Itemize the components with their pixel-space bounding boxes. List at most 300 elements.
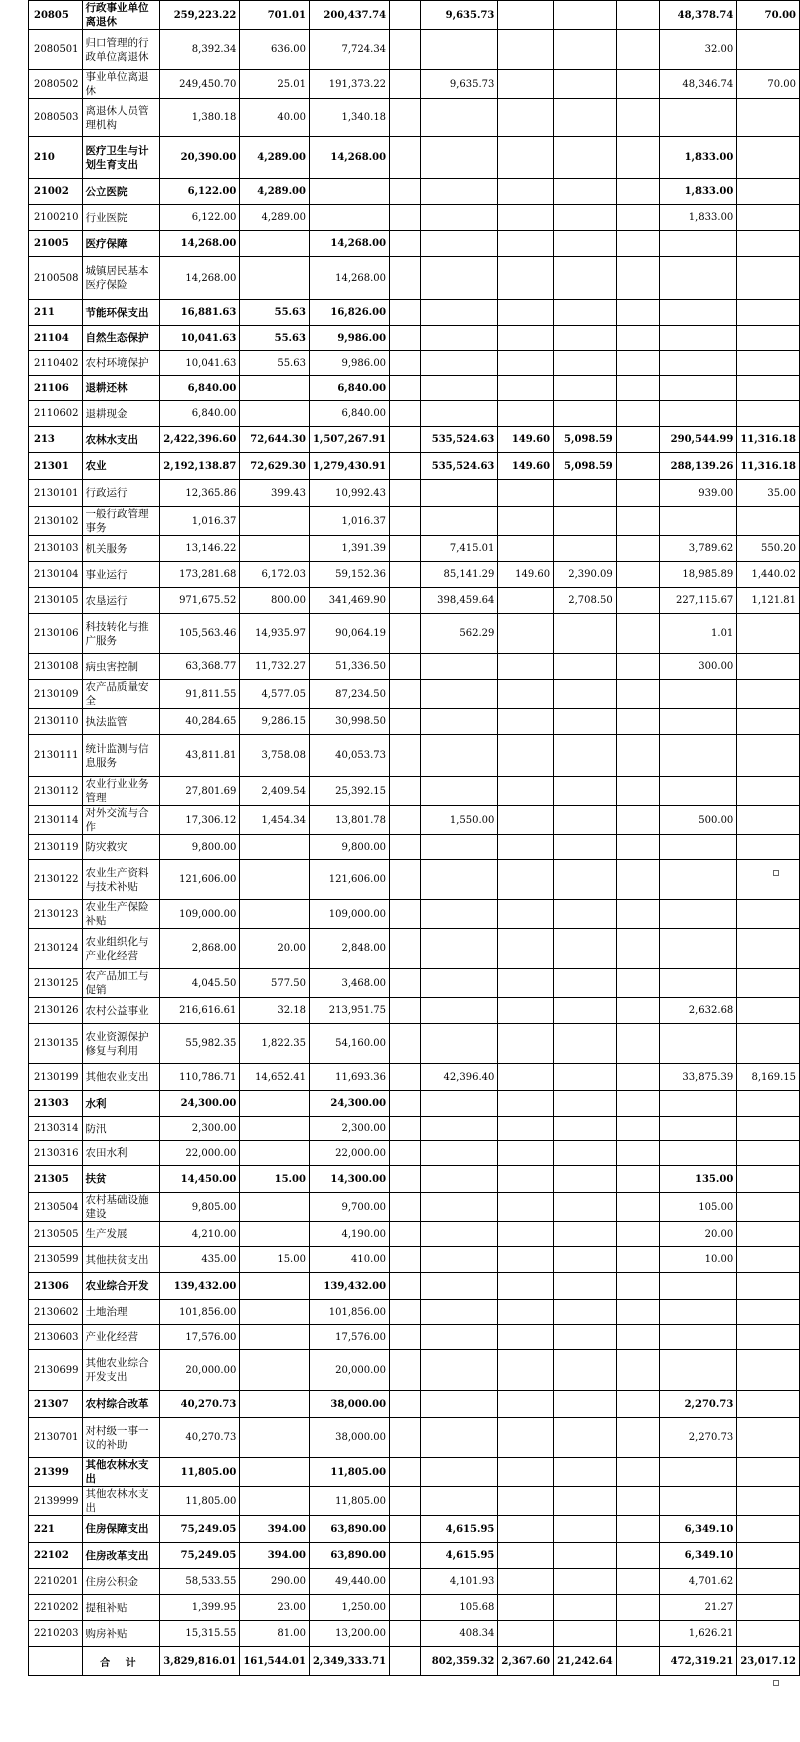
cell-col-d: 191,373.22: [309, 70, 389, 99]
cell-col-c: 9,286.15: [240, 709, 310, 735]
cell-col-d: 7,724.34: [309, 30, 389, 70]
cell-col-j: [659, 1117, 737, 1141]
cell-name: 农垦运行: [82, 588, 160, 614]
cell-code: 2210201: [29, 1569, 83, 1595]
table-row: [29, 205, 800, 231]
cell-col-k: [737, 137, 800, 179]
cell-col-c: 2,409.54: [240, 777, 310, 806]
cell-col-c: [240, 536, 310, 562]
cell-col-g: [498, 1569, 554, 1595]
cell-code: 2130602: [29, 1300, 83, 1325]
cell-col-h: [554, 231, 617, 257]
table-row: [29, 1487, 800, 1516]
table-row: [29, 929, 800, 969]
cell-col-j: 2,270.73: [659, 1418, 737, 1458]
cell-col-i: [616, 231, 659, 257]
cell-col-e: [390, 453, 421, 480]
cell-col-g: [498, 326, 554, 351]
cell-col-d: 11,805.00: [309, 1458, 389, 1487]
cell-col-f: [420, 1325, 498, 1350]
cell-code: 2130122: [29, 860, 83, 900]
cell-col-j: 300.00: [659, 654, 737, 680]
cell-col-j: [659, 376, 737, 401]
cell-col-k: [737, 1543, 800, 1569]
cell-total: 6,840.00: [160, 401, 240, 427]
cell-col-h: [554, 929, 617, 969]
cell-name: 医疗卫生与计划生育支出: [82, 137, 160, 179]
cell-name: 农村综合改革: [82, 1391, 160, 1418]
cell-col-d: 22,000.00: [309, 1141, 389, 1166]
cell-col-k: [737, 777, 800, 806]
cell-code: 2139999: [29, 1487, 83, 1516]
cell-col-f: [420, 205, 498, 231]
cell-col-j: 105.00: [659, 1193, 737, 1222]
cell-col-i: [616, 654, 659, 680]
cell-col-k: 70.00: [737, 70, 800, 99]
cell-code: 21104: [29, 326, 83, 351]
cell-col-d: 13,200.00: [309, 1621, 389, 1647]
cell-code: 210: [29, 137, 83, 179]
cell-name: 农业生产保险补贴: [82, 900, 160, 929]
cell-code: 2130125: [29, 969, 83, 998]
cell-name: 农业资源保护修复与利用: [82, 1024, 160, 1064]
cell-code: 2130111: [29, 735, 83, 777]
table-row: [29, 231, 800, 257]
cell-col-j: [659, 929, 737, 969]
cell-name: 其他农业综合开发支出: [82, 1350, 160, 1391]
cell-col-e: [390, 351, 421, 376]
cell-col-e: [390, 536, 421, 562]
cell-col-c: [240, 1391, 310, 1418]
cell-col-k: [737, 900, 800, 929]
cell-col-j: [659, 99, 737, 137]
cell-col-f: [420, 1024, 498, 1064]
cell-col-i: [616, 1024, 659, 1064]
cell-col-i: [616, 257, 659, 300]
cell-col-f: [420, 137, 498, 179]
cell-col-k: [737, 257, 800, 300]
cell-code: 2210203: [29, 1621, 83, 1647]
cell-col-c: 72,629.30: [240, 453, 310, 480]
cell-total: 16,881.63: [160, 300, 240, 326]
cell-col-g: [498, 709, 554, 735]
cell-col-k: [737, 326, 800, 351]
cell-code: 21303: [29, 1091, 83, 1117]
cell-name: 行政运行: [82, 480, 160, 507]
cell-col-k: [737, 1141, 800, 1166]
cell-col-g: [498, 30, 554, 70]
total-cell-col-e: [390, 1647, 421, 1676]
cell-col-g: [498, 1193, 554, 1222]
cell-col-k: [737, 806, 800, 835]
cell-col-d: 63,890.00: [309, 1543, 389, 1569]
cell-col-k: [737, 1117, 800, 1141]
total-cell-col-h: 21,242.64: [554, 1647, 617, 1676]
total-row: [29, 1647, 800, 1676]
cell-name: 统计监测与信息服务: [82, 735, 160, 777]
cell-col-e: [390, 1273, 421, 1300]
cell-col-k: [737, 680, 800, 709]
cell-col-e: [390, 1117, 421, 1141]
cell-name: 农村环境保护: [82, 351, 160, 376]
cell-col-g: [498, 1300, 554, 1325]
cell-col-c: [240, 1117, 310, 1141]
cell-col-e: [390, 376, 421, 401]
cell-col-f: [420, 30, 498, 70]
cell-col-f: [420, 99, 498, 137]
cell-col-j: [659, 326, 737, 351]
cell-col-k: [737, 614, 800, 654]
cell-col-c: 20.00: [240, 929, 310, 969]
cell-col-f: 7,415.01: [420, 536, 498, 562]
cell-total: 8,392.34: [160, 30, 240, 70]
cell-col-d: 3,468.00: [309, 969, 389, 998]
cell-total: 13,146.22: [160, 536, 240, 562]
cell-col-d: 14,268.00: [309, 231, 389, 257]
cell-col-k: [737, 709, 800, 735]
cell-name: 其他农林水支出: [82, 1487, 160, 1516]
cell-code: 2130109: [29, 680, 83, 709]
cell-col-f: [420, 1273, 498, 1300]
cell-col-i: [616, 777, 659, 806]
cell-col-g: [498, 1458, 554, 1487]
cell-col-d: 1,016.37: [309, 507, 389, 536]
cell-col-d: 38,000.00: [309, 1418, 389, 1458]
cell-col-e: [390, 326, 421, 351]
cell-col-e: [390, 507, 421, 536]
cell-col-d: 40,053.73: [309, 735, 389, 777]
cell-col-i: [616, 1300, 659, 1325]
cell-col-g: [498, 1350, 554, 1391]
cell-col-k: [737, 1247, 800, 1273]
cell-col-k: [737, 835, 800, 860]
cell-col-f: [420, 777, 498, 806]
cell-col-e: [390, 1621, 421, 1647]
cell-col-c: 394.00: [240, 1543, 310, 1569]
cell-col-c: 40.00: [240, 99, 310, 137]
cell-col-f: [420, 654, 498, 680]
cell-col-e: [390, 929, 421, 969]
cell-col-i: [616, 376, 659, 401]
table-row: [29, 1300, 800, 1325]
cell-name: 土地治理: [82, 1300, 160, 1325]
cell-name: 住房改革支出: [82, 1543, 160, 1569]
cell-col-d: [309, 205, 389, 231]
total-cell-col-d: 2,349,333.71: [309, 1647, 389, 1676]
cell-col-j: 20.00: [659, 1222, 737, 1247]
cell-col-k: 8,169.15: [737, 1064, 800, 1091]
cell-name: 防汛: [82, 1117, 160, 1141]
cell-col-e: [390, 70, 421, 99]
table-row: [29, 1595, 800, 1621]
cell-total: 20,390.00: [160, 137, 240, 179]
cell-col-e: [390, 835, 421, 860]
cell-col-d: 9,986.00: [309, 351, 389, 376]
cell-col-i: [616, 1247, 659, 1273]
cell-col-h: [554, 806, 617, 835]
cell-name: 城镇居民基本医疗保险: [82, 257, 160, 300]
cell-col-c: 11,732.27: [240, 654, 310, 680]
cell-col-k: [737, 735, 800, 777]
cell-total: 139,432.00: [160, 1273, 240, 1300]
cell-col-e: [390, 735, 421, 777]
budget-expenditure-table: [28, 0, 800, 1676]
cell-col-f: [420, 1487, 498, 1516]
cell-col-f: [420, 835, 498, 860]
cell-col-d: 90,064.19: [309, 614, 389, 654]
cell-code: 2130126: [29, 998, 83, 1024]
cell-col-i: [616, 1418, 659, 1458]
cell-name: 农产品加工与促销: [82, 969, 160, 998]
cell-col-f: 105.68: [420, 1595, 498, 1621]
cell-name: 对外交流与合作: [82, 806, 160, 835]
table-row: [29, 777, 800, 806]
cell-col-i: [616, 205, 659, 231]
cell-total: 121,606.00: [160, 860, 240, 900]
cell-col-f: [420, 1300, 498, 1325]
cell-name: 农业组织化与产业化经营: [82, 929, 160, 969]
cell-col-j: [659, 401, 737, 427]
cell-col-c: 394.00: [240, 1516, 310, 1543]
cell-col-h: [554, 1193, 617, 1222]
table-row: [29, 588, 800, 614]
cell-col-d: 20,000.00: [309, 1350, 389, 1391]
cell-col-h: [554, 257, 617, 300]
cell-col-c: 23.00: [240, 1595, 310, 1621]
cell-code: 2130102: [29, 507, 83, 536]
cell-col-i: [616, 1273, 659, 1300]
cell-name: 行政事业单位离退休: [82, 1, 160, 30]
cell-col-g: [498, 654, 554, 680]
cell-col-i: [616, 1543, 659, 1569]
cell-col-k: [737, 1595, 800, 1621]
cell-col-i: [616, 453, 659, 480]
cell-name: 行业医院: [82, 205, 160, 231]
cell-col-d: 13,801.78: [309, 806, 389, 835]
resize-handle-top[interactable]: [773, 870, 779, 876]
cell-col-h: 2,390.09: [554, 562, 617, 588]
resize-handle-bottom[interactable]: [773, 1680, 779, 1686]
table-row: [29, 480, 800, 507]
cell-col-j: [659, 735, 737, 777]
cell-code: 22102: [29, 1543, 83, 1569]
cell-col-d: 1,279,430.91: [309, 453, 389, 480]
cell-total: 109,000.00: [160, 900, 240, 929]
cell-total: 216,616.61: [160, 998, 240, 1024]
cell-col-i: [616, 614, 659, 654]
cell-total: 11,805.00: [160, 1458, 240, 1487]
cell-col-d: 2,848.00: [309, 929, 389, 969]
cell-col-f: [420, 1247, 498, 1273]
cell-col-j: 939.00: [659, 480, 737, 507]
table-row: [29, 1193, 800, 1222]
cell-col-k: [737, 507, 800, 536]
cell-col-d: 9,986.00: [309, 326, 389, 351]
cell-col-i: [616, 680, 659, 709]
cell-col-g: [498, 257, 554, 300]
cell-col-k: [737, 30, 800, 70]
cell-col-g: [498, 1543, 554, 1569]
cell-col-j: 135.00: [659, 1166, 737, 1193]
cell-code: 2130701: [29, 1418, 83, 1458]
table-row: [29, 1569, 800, 1595]
cell-col-k: [737, 179, 800, 205]
cell-code: 2130199: [29, 1064, 83, 1091]
cell-total: 9,800.00: [160, 835, 240, 860]
cell-col-k: [737, 401, 800, 427]
cell-name: 科技转化与推广服务: [82, 614, 160, 654]
cell-col-e: [390, 1350, 421, 1391]
cell-col-k: [737, 969, 800, 998]
cell-col-k: [737, 1091, 800, 1117]
cell-col-h: [554, 401, 617, 427]
cell-total: 2,300.00: [160, 1117, 240, 1141]
cell-col-g: [498, 1391, 554, 1418]
cell-code: 2080501: [29, 30, 83, 70]
cell-col-d: 14,268.00: [309, 257, 389, 300]
cell-col-f: [420, 1458, 498, 1487]
cell-code: 21301: [29, 453, 83, 480]
cell-col-h: [554, 30, 617, 70]
cell-col-d: 6,840.00: [309, 401, 389, 427]
cell-code: 21306: [29, 1273, 83, 1300]
table-row: [29, 860, 800, 900]
cell-total: 20,000.00: [160, 1350, 240, 1391]
cell-col-d: 10,992.43: [309, 480, 389, 507]
cell-col-i: [616, 1117, 659, 1141]
cell-code: 2130110: [29, 709, 83, 735]
cell-col-h: [554, 1166, 617, 1193]
cell-col-f: [420, 507, 498, 536]
cell-col-e: [390, 1064, 421, 1091]
cell-col-j: 2,632.68: [659, 998, 737, 1024]
total-cell-col-j: 472,319.21: [659, 1647, 737, 1676]
cell-col-f: 4,101.93: [420, 1569, 498, 1595]
cell-col-d: 6,840.00: [309, 376, 389, 401]
table-body: [29, 1, 800, 1676]
cell-col-f: 4,615.95: [420, 1543, 498, 1569]
cell-col-c: [240, 1418, 310, 1458]
table-row: [29, 1325, 800, 1350]
cell-col-g: 149.60: [498, 453, 554, 480]
cell-col-k: [737, 1569, 800, 1595]
cell-col-j: [659, 835, 737, 860]
cell-col-f: [420, 1141, 498, 1166]
cell-col-h: 5,098.59: [554, 427, 617, 453]
cell-col-f: 562.29: [420, 614, 498, 654]
cell-col-g: [498, 401, 554, 427]
table-row: [29, 709, 800, 735]
cell-col-f: 42,396.40: [420, 1064, 498, 1091]
cell-col-j: 290,544.99: [659, 427, 737, 453]
cell-col-k: [737, 1193, 800, 1222]
cell-code: 21002: [29, 179, 83, 205]
cell-col-f: 9,635.73: [420, 70, 498, 99]
cell-total: 40,284.65: [160, 709, 240, 735]
cell-code: 2130108: [29, 654, 83, 680]
cell-col-f: [420, 735, 498, 777]
cell-col-h: [554, 969, 617, 998]
table-row: [29, 614, 800, 654]
cell-col-h: [554, 326, 617, 351]
cell-col-i: [616, 300, 659, 326]
table-row: [29, 1391, 800, 1418]
cell-col-c: 800.00: [240, 588, 310, 614]
cell-col-d: 14,268.00: [309, 137, 389, 179]
cell-col-g: [498, 929, 554, 969]
table-row: [29, 680, 800, 709]
cell-col-k: 70.00: [737, 1, 800, 30]
cell-col-i: [616, 709, 659, 735]
cell-name: 农业: [82, 453, 160, 480]
table-row: [29, 1350, 800, 1391]
cell-col-k: [737, 300, 800, 326]
cell-col-f: [420, 900, 498, 929]
cell-col-c: 4,577.05: [240, 680, 310, 709]
cell-name: 农村公益事业: [82, 998, 160, 1024]
cell-col-g: [498, 536, 554, 562]
cell-col-e: [390, 1166, 421, 1193]
table-row: [29, 900, 800, 929]
cell-col-h: [554, 1222, 617, 1247]
cell-col-e: [390, 969, 421, 998]
cell-col-k: [737, 654, 800, 680]
cell-col-f: [420, 480, 498, 507]
cell-col-h: [554, 614, 617, 654]
cell-col-e: [390, 860, 421, 900]
cell-total: 259,223.22: [160, 1, 240, 30]
cell-name: 退耕还林: [82, 376, 160, 401]
cell-col-k: [737, 998, 800, 1024]
cell-code: 21106: [29, 376, 83, 401]
cell-col-c: 55.63: [240, 351, 310, 376]
cell-col-c: [240, 1325, 310, 1350]
cell-col-f: [420, 401, 498, 427]
cell-code: 21005: [29, 231, 83, 257]
cell-col-k: [737, 99, 800, 137]
cell-col-i: [616, 1569, 659, 1595]
cell-col-e: [390, 998, 421, 1024]
cell-total: 58,533.55: [160, 1569, 240, 1595]
cell-name: 对村级一事一议的补助: [82, 1418, 160, 1458]
cell-code: 2130105: [29, 588, 83, 614]
cell-col-c: 55.63: [240, 326, 310, 351]
cell-col-i: [616, 1193, 659, 1222]
table-row: [29, 300, 800, 326]
cell-name: 水利: [82, 1091, 160, 1117]
cell-col-j: [659, 1458, 737, 1487]
cell-name: 自然生态保护: [82, 326, 160, 351]
cell-col-h: [554, 179, 617, 205]
cell-col-k: [737, 376, 800, 401]
cell-col-d: 4,190.00: [309, 1222, 389, 1247]
cell-col-k: 35.00: [737, 480, 800, 507]
cell-col-j: [659, 680, 737, 709]
table-row: [29, 376, 800, 401]
cell-col-c: 15.00: [240, 1166, 310, 1193]
total-cell-col-k: 23,017.12: [737, 1647, 800, 1676]
cell-col-d: 9,800.00: [309, 835, 389, 860]
cell-col-h: [554, 1024, 617, 1064]
cell-col-j: 2,270.73: [659, 1391, 737, 1418]
cell-col-c: 32.18: [240, 998, 310, 1024]
cell-col-i: [616, 860, 659, 900]
cell-col-g: [498, 1222, 554, 1247]
cell-name: 公立医院: [82, 179, 160, 205]
cell-col-c: [240, 835, 310, 860]
cell-col-g: [498, 137, 554, 179]
cell-code: 2130699: [29, 1350, 83, 1391]
